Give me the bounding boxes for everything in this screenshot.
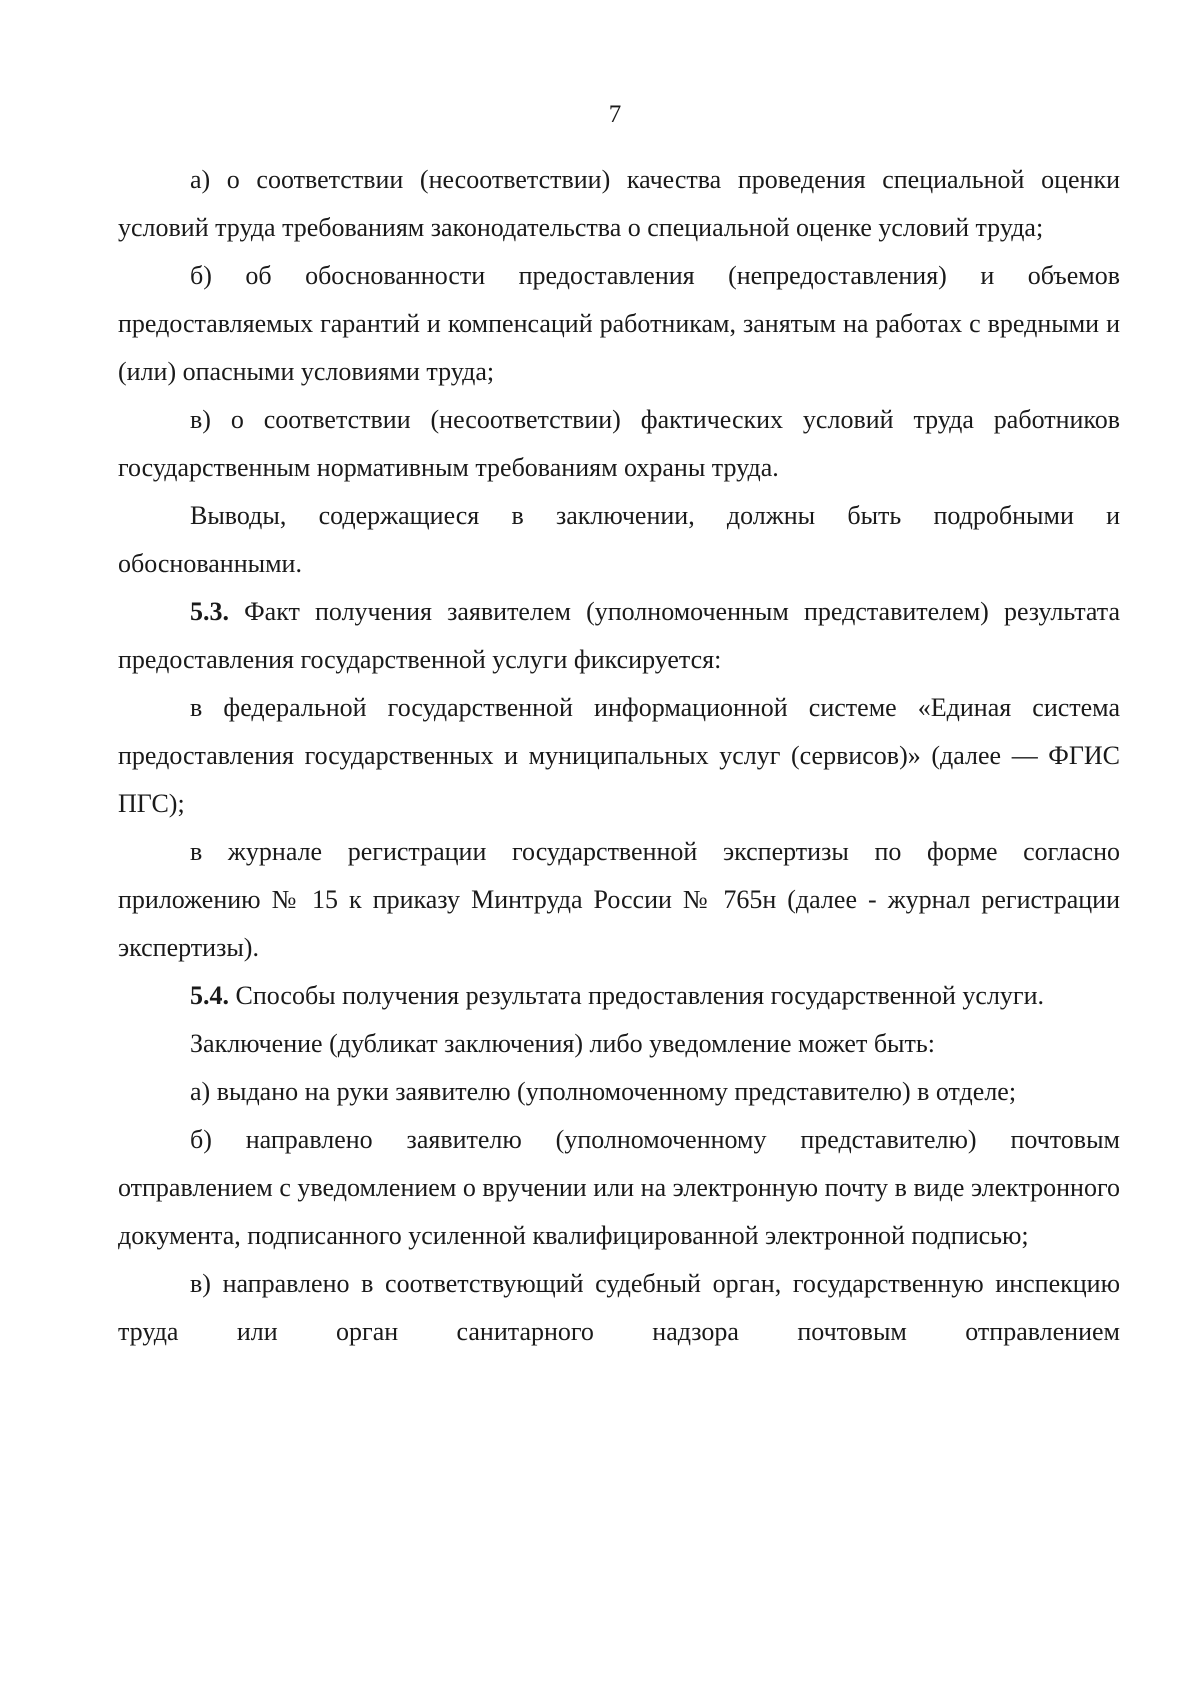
section-number: 5.3. (190, 597, 229, 626)
paragraph-conclusion-c: в) о соответствии (несоответствии) фактических условий труда работников государственным нормативным требованиям охраны труда. (118, 405, 1120, 482)
paragraph-conclusion-b: б) об обоснованности предоставления (непредоставления) и объемов предоставляемых гарантий и компенсаций работникам, занятым на работах с вредными и (или) опасными условиями труда; (118, 261, 1120, 386)
paragraph-conclusion-a: а) о соответствии (несоответствии) качества проведения специальной оценки условий труда требованиям законодательства о специальной оценке условий труда; (118, 165, 1120, 242)
paragraph-delivery-b: б) направлено заявителю (уполномоченному представителю) почтовым отправлением с уведомлением о вручении или на электронную почту в виде электронного документа, подписанного усиленной квалифицированной электронной подписью; (118, 1125, 1120, 1250)
paragraph-fgis-pgs: в федеральной государственной информационной системе «Единая система предоставления государственных и муниципальных услуг (сервисов)» (далее — ФГИС ПГС); (118, 693, 1120, 818)
paragraph-delivery-c: в) направлено в соответствующий судебный орган, государственную инспекцию труда или орган санитарного надзора почтовым отправлением (118, 1269, 1120, 1346)
paragraph-section-5-4 (118, 972, 1120, 1020)
paragraph-delivery-a: а) выдано на руки заявителю (уполномоченному представителю) в отделе; (190, 1077, 1017, 1106)
paragraph-delivery-intro: Заключение (дубликат заключения) либо уведомление может быть: (190, 1029, 935, 1058)
paragraph-conclusions-requirement: Выводы, содержащиеся в заключении, должны быть подробными и обоснованными. (118, 501, 1120, 578)
section-text: Способы получения результата предоставления государственной услуги. (229, 981, 1045, 1010)
section-text: Факт получения заявителем (уполномоченным представителем) результата предоставления государственной услуги фиксируется: (118, 597, 1120, 674)
paragraph-section-5-3 (118, 588, 1120, 684)
section-number: 5.4. (190, 981, 229, 1010)
paragraph-registration-journal: в журнале регистрации государственной экспертизы по форме согласно приложению № 15 к приказу Минтруда России № 765н (далее - журнал регистрации экспертизы). (118, 837, 1120, 962)
document-body (118, 156, 1120, 1356)
page-number: 7 (608, 101, 622, 128)
